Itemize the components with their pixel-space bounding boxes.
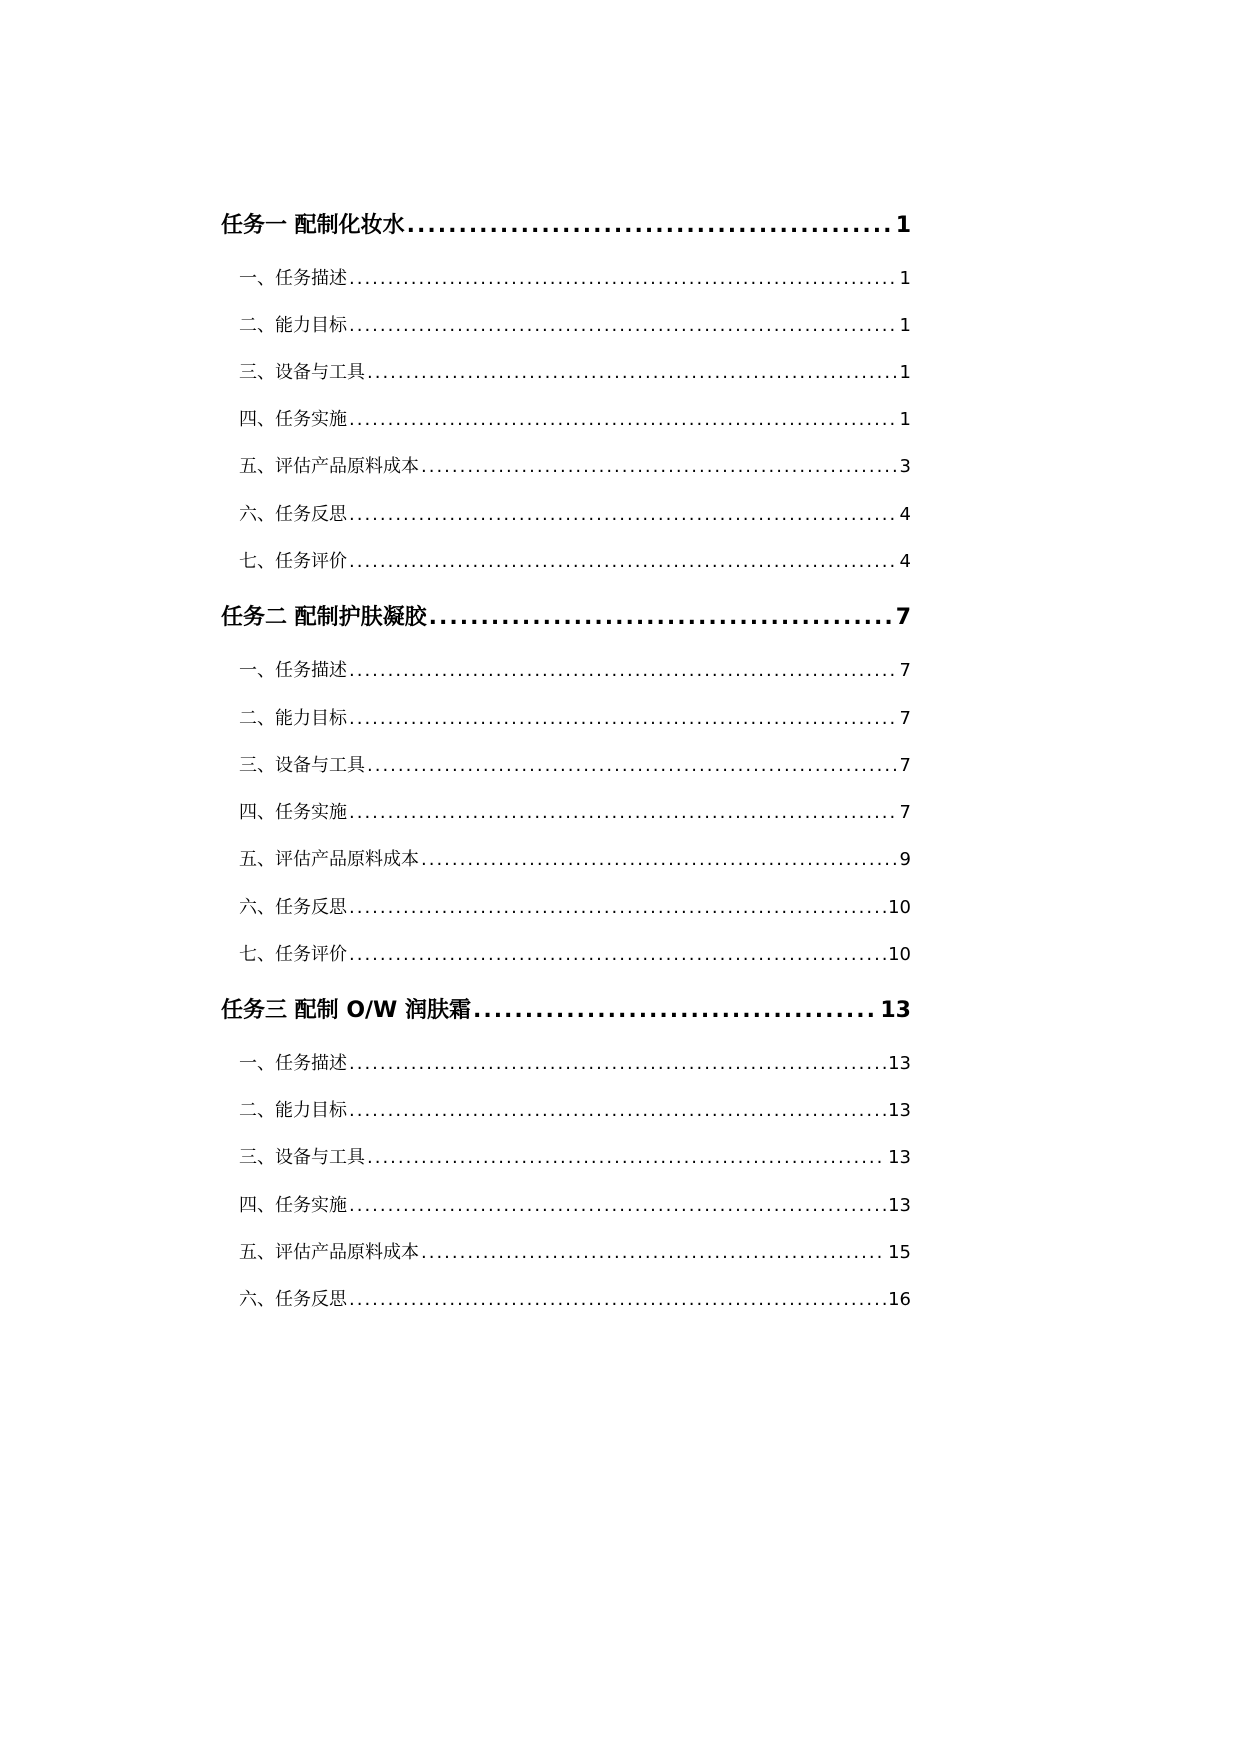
toc-dot-leader	[421, 849, 898, 870]
toc-dot-leader	[349, 409, 898, 430]
toc-page-number: 7	[899, 755, 911, 776]
toc-section-entry[interactable]	[239, 1238, 911, 1264]
toc-section-entry[interactable]	[239, 547, 911, 573]
toc-section-entry[interactable]	[239, 893, 911, 919]
toc-chapter-entry[interactable]	[221, 993, 911, 1024]
toc-dot-leader	[349, 802, 898, 823]
toc-dot-leader	[429, 605, 894, 630]
toc-page-number: 1	[899, 362, 911, 383]
toc-section-entry[interactable]	[239, 751, 911, 777]
toc-dot-leader	[349, 660, 898, 681]
toc-page-number: 10	[888, 944, 911, 965]
toc-dot-leader	[349, 708, 898, 729]
toc-dot-leader	[349, 1053, 886, 1074]
toc-section-entry[interactable]	[239, 1143, 911, 1169]
toc-chapter-entry[interactable]	[221, 600, 911, 631]
toc-entry-title: 二、能力目标	[239, 1100, 347, 1121]
toc-section-entry[interactable]	[239, 1096, 911, 1122]
toc-section-entry[interactable]	[239, 656, 911, 682]
toc-section-entry[interactable]	[239, 1049, 911, 1075]
toc-section-entry[interactable]	[239, 405, 911, 431]
toc-page-number: 4	[899, 504, 911, 525]
toc-page-number: 7	[899, 708, 911, 729]
toc-dot-leader	[349, 1195, 886, 1216]
toc-dot-leader	[421, 456, 898, 477]
toc-page-number: 7	[899, 802, 911, 823]
toc-entry-title: 二、能力目标	[239, 315, 347, 336]
toc-section-entry[interactable]	[239, 452, 911, 478]
toc-entry-title: 五、评估产品原料成本	[239, 849, 419, 870]
toc-entry-title: 三、设备与工具	[239, 1147, 365, 1168]
toc-entry-title: 五、评估产品原料成本	[239, 1242, 419, 1263]
toc-dot-leader	[367, 362, 898, 383]
toc-page-number: 15	[888, 1242, 911, 1263]
toc-dot-leader	[407, 213, 894, 238]
toc-page-number: 13	[888, 1100, 911, 1121]
toc-entry-title: 三、设备与工具	[239, 362, 365, 383]
toc-entry-title: 任务三 配制 O/W 润肤霜	[221, 998, 471, 1023]
toc-section-entry[interactable]	[239, 500, 911, 526]
toc-dot-leader	[367, 1147, 886, 1168]
toc-dot-leader	[349, 268, 898, 289]
toc-page-number: 3	[899, 456, 911, 477]
toc-page-number: 9	[899, 849, 911, 870]
toc-dot-leader	[421, 1242, 886, 1263]
toc-section-entry[interactable]	[239, 264, 911, 290]
toc-section-entry[interactable]	[239, 1191, 911, 1217]
toc-section-entry[interactable]	[239, 798, 911, 824]
toc-dot-leader	[367, 755, 898, 776]
toc-page-number: 1	[899, 409, 911, 430]
toc-dot-leader	[349, 504, 898, 525]
toc-entry-title: 七、任务评价	[239, 944, 347, 965]
toc-page-number: 1	[899, 268, 911, 289]
toc-dot-leader	[349, 944, 886, 965]
toc-entry-title: 任务一 配制化妆水	[221, 213, 405, 238]
toc-entry-title: 四、任务实施	[239, 802, 347, 823]
toc-section-entry[interactable]	[239, 940, 911, 966]
toc-page-number: 1	[899, 315, 911, 336]
toc-dot-leader	[349, 1289, 886, 1310]
toc-entry-title: 二、能力目标	[239, 708, 347, 729]
toc-entry-title: 三、设备与工具	[239, 755, 365, 776]
toc-page-number: 4	[899, 551, 911, 572]
toc-entry-title: 六、任务反思	[239, 897, 347, 918]
toc-section-entry[interactable]	[239, 704, 911, 730]
toc-dot-leader	[349, 315, 898, 336]
toc-page-number: 7	[899, 660, 911, 681]
toc-dot-leader	[473, 998, 878, 1023]
toc-entry-title: 一、任务描述	[239, 1053, 347, 1074]
toc-dot-leader	[349, 1100, 886, 1121]
toc-dot-leader	[349, 897, 886, 918]
toc-entry-title: 四、任务实施	[239, 1195, 347, 1216]
toc-section-entry[interactable]	[239, 1285, 911, 1311]
toc-section-entry[interactable]	[239, 311, 911, 337]
toc-page-number: 13	[888, 1195, 911, 1216]
toc-section-entry[interactable]	[239, 358, 911, 384]
toc-page-number: 1	[895, 213, 911, 238]
toc-section-entry[interactable]	[239, 845, 911, 871]
toc-entry-title: 七、任务评价	[239, 551, 347, 572]
toc-entry-title: 一、任务描述	[239, 268, 347, 289]
toc-page-number: 10	[888, 897, 911, 918]
toc-chapter-entry[interactable]	[221, 208, 911, 239]
toc-entry-title: 四、任务实施	[239, 409, 347, 430]
toc-page-number: 13	[888, 1053, 911, 1074]
toc-page-number: 13	[880, 998, 911, 1023]
toc-entry-title: 一、任务描述	[239, 660, 347, 681]
toc-entry-title: 五、评估产品原料成本	[239, 456, 419, 477]
toc-entry-title: 六、任务反思	[239, 504, 347, 525]
toc-entry-title: 六、任务反思	[239, 1289, 347, 1310]
toc-page-number: 7	[895, 605, 911, 630]
toc-dot-leader	[349, 551, 898, 572]
toc-page-number: 16	[888, 1289, 911, 1310]
toc-entry-title: 任务二 配制护肤凝胶	[221, 605, 427, 630]
toc-page-number: 13	[888, 1147, 911, 1168]
